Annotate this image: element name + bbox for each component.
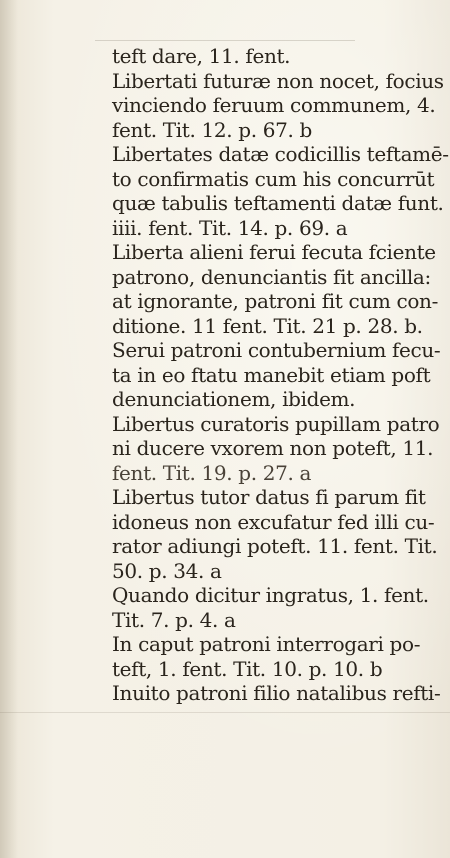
text-line: Libertus curatoris pupillam patro xyxy=(112,411,440,436)
text-line: quæ tabulis teftamenti datæ funt. xyxy=(112,191,444,215)
index-text-block xyxy=(112,44,450,706)
text-line: denunciationem, ibidem. xyxy=(112,387,356,411)
top-rule xyxy=(95,40,355,41)
text-line: ni ducere vxorem non poteft, 11. xyxy=(112,436,434,460)
text-line: Inuito patroni filio natalibus refti- xyxy=(112,681,441,705)
text-line: Serui patroni contubernium fecu- xyxy=(112,338,441,362)
text-line: In caput patroni interrogari po- xyxy=(112,632,421,656)
text-line: Quando dicitur ingratus, 1. fent. xyxy=(112,583,429,607)
text-line: Libertati futuræ non nocet, focius xyxy=(112,68,444,93)
text-line: teft dare, 11. fent. xyxy=(112,44,291,68)
text-line: iiii. fent. Tit. 14. p. 69. a xyxy=(112,215,348,240)
text-line: vinciendo feruum communem, 4. xyxy=(112,93,436,117)
text-line: ta in eo ftatu manebit etiam poft xyxy=(112,362,431,387)
text-line: to confirmatis cum his concurrūt xyxy=(112,166,435,191)
text-line: 50. p. 34. a xyxy=(112,558,222,583)
text-line: idoneus non excufatur fed illi cu- xyxy=(112,509,435,534)
text-line: ditione. 11 fent. Tit. 21 p. 28. b. xyxy=(112,313,423,338)
text-line: teft, 1. fent. Tit. 10. p. 10. b xyxy=(112,656,383,681)
bottom-rule xyxy=(0,712,450,713)
text-line: fent. Tit. 19. p. 27. a xyxy=(112,460,312,485)
text-line: Libertus tutor datus fi parum fit xyxy=(112,485,426,509)
text-line: Liberta alieni ferui fecuta fciente xyxy=(112,240,436,264)
text-line: at ignorante, patroni fit cum con- xyxy=(112,289,438,313)
text-line: Tit. 7. p. 4. a xyxy=(112,607,236,632)
text-line: fent. Tit. 12. p. 67. b xyxy=(112,117,312,142)
text-line: patrono, denunciantis fit ancilla: xyxy=(112,264,431,289)
text-line: Libertates datæ codicillis teftamē- xyxy=(112,142,449,166)
text-line: rator adiungi poteft. 11. fent. Tit. xyxy=(112,534,438,558)
gutter-shadow xyxy=(0,0,18,858)
